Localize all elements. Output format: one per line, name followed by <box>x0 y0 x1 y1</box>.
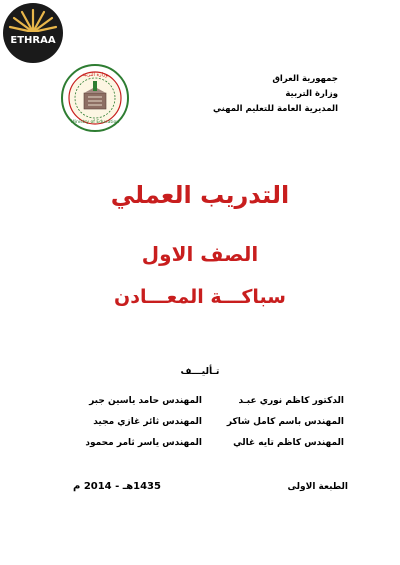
author-r3-right: المهندس كاظم تايه غالي <box>233 438 344 448</box>
seal-arabic-text: وزارة التربية <box>82 72 108 78</box>
author-r2-left: المهندس ثائر غازي مجيد <box>93 417 202 427</box>
edition-label: الطبعة الاولى <box>287 482 348 492</box>
author-r1-right: الدكتور كاظم نوري عبـد <box>238 396 344 406</box>
subject-title: سباكـــة المعـــادن <box>114 286 286 308</box>
seal-english-text: Ministry of Education <box>70 120 120 125</box>
header-directorate: المديرية العامة للتعليم المهني <box>213 104 338 114</box>
ethraa-logo-text: ETHRAA <box>10 35 56 46</box>
class-title: الصف الاول <box>141 242 259 266</box>
ethraa-logo <box>2 2 64 64</box>
header-ministry: وزارة التربية <box>285 89 338 99</box>
book-title: التدريب العملي <box>110 181 290 209</box>
header-block <box>188 72 338 117</box>
ministry-seal <box>60 63 130 133</box>
author-r3-left: المهندس ياسر ثامر محمود <box>85 438 202 448</box>
authorship-label: تـأليـــف <box>180 366 220 377</box>
author-r2-right: المهندس باسم كامل شاكر <box>226 417 344 427</box>
publication-year: 1435هـ - 2014 م <box>73 481 161 492</box>
header-country: جمهورية العراق <box>272 74 338 84</box>
author-r1-left: المهندس حامد ياسين جبر <box>89 396 202 406</box>
